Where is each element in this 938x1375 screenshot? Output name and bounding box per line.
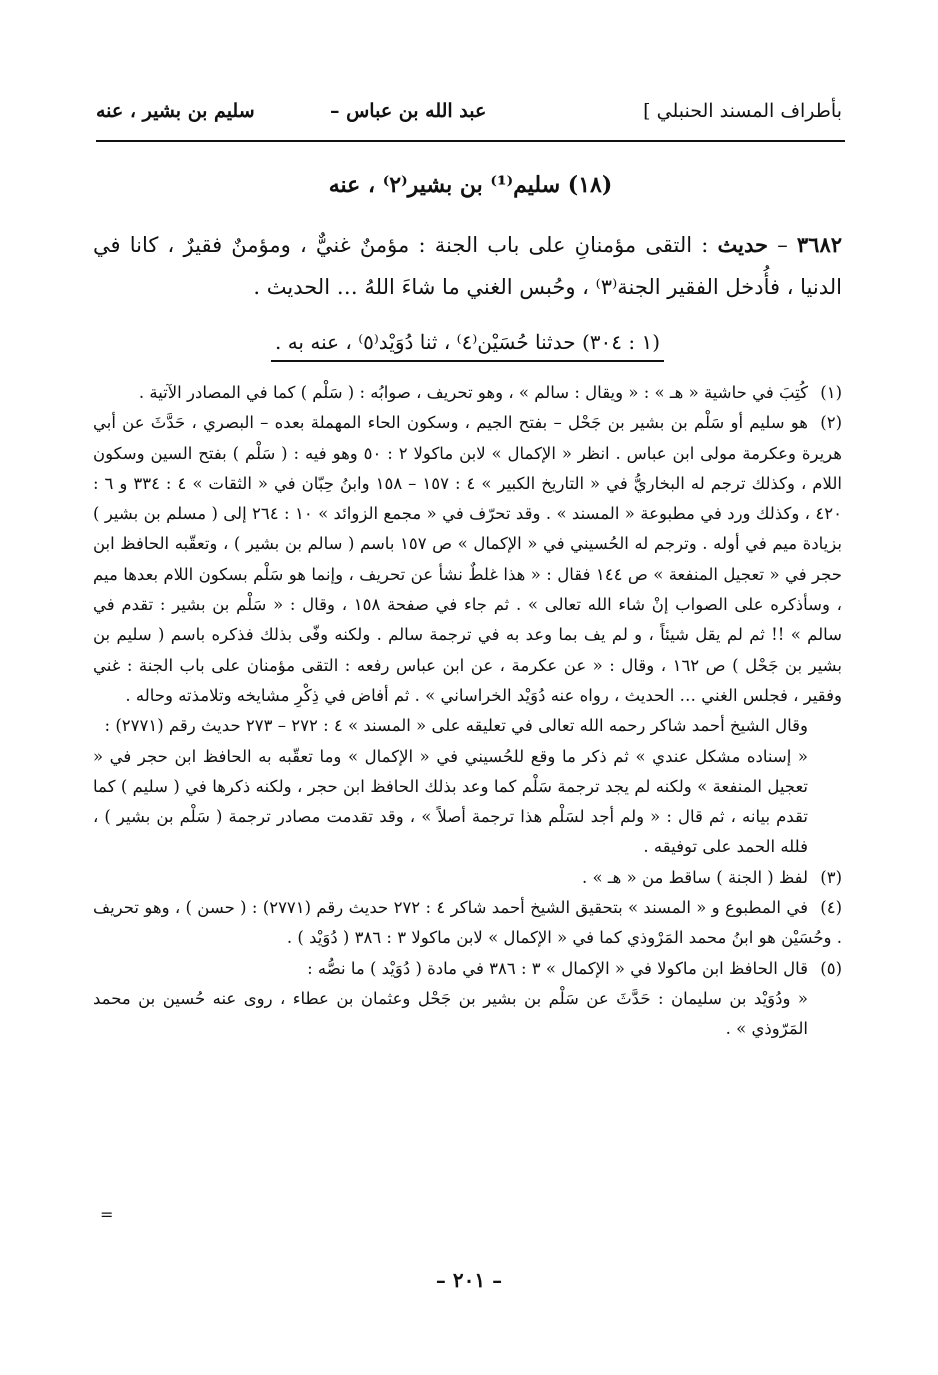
hadith-body: : التقى مؤمنانِ على باب الجنة : مؤمنٌ غنيٌّ ، ومؤمنٌ فقيرٌ ، كانا في الدنيا ، فأُدخل الفقير الجنة⁽٣⁾ ، وحُبس الغني ما شاءَ اللهُ … الحديث . — [93, 233, 842, 299]
footnote-text: في المطبوع و « المسند » بتحقيق الشيخ أحمد شاكر ٤ : ٢٧٢ حديث رقم (٢٧٧١) : ( حسن ) ، وهو تحريف . وحُسَيْن هو ابنُ محمد المَرْوذي كما في « الإكمال » لابن ماكولا ٣ : ٣٨٦ ( دُوَيْد ) . — [93, 898, 842, 948]
hadith-text — [93, 224, 842, 308]
footnote-4 — [93, 893, 842, 954]
section-title: (١٨) سليم⁽¹⁾ بن بشير⁽٢⁾ ، عنه — [328, 172, 613, 198]
footnote-5-quote: « ودُوَيْد بن سليمان : حَدَّثَ عن سَلْم بن بشير بن جَحْل وعثمان بن عطاء ، روى عنه حُسين بن محمد المَرّوذي » . — [93, 988, 808, 1039]
continuation-mark: = — [100, 1205, 114, 1224]
footnote-number: (٢) — [820, 413, 842, 433]
footnote-number: (٥) — [820, 958, 842, 978]
footnote-5 — [93, 954, 842, 984]
header-rule — [96, 140, 845, 142]
running-header-chapter: عبد الله بن عباس – — [330, 100, 487, 122]
footnotes — [93, 378, 842, 1045]
footnote-2-quote: « إسناده مشكل عندي » ثم ذكر ما وقع للحُسيني في « الإكمال » وما تعقّبه به الحافظ ابن حجر في « تعجيل المنفعة » ولكنه لم يجد ترجمة سَلْم كما وعد بذلك الحافظ ابن حجر ، ولكنه ذكرها في ( سليم ) كما تقدم بيانه ، ثم قال : « ولم أجد لسَلْم هذا ترجمة أصلاً » ، وقد تقدمت مصادر ترجمة ( سَلْم بن بشير ) ، فلله الحمد على توفيقه . — [93, 746, 808, 857]
footnote-text: كُتِبَ في حاشية « هـ » : « ويقال : سالم » ، وهو تحريف ، صوابُه : ( سَلْم ) كما في المصادر الآتية . — [138, 383, 808, 402]
hadith-dash: – — [768, 233, 797, 257]
footnote-number: (٤) — [820, 898, 842, 918]
footnote-1 — [93, 378, 842, 408]
footnote-text: هو سليم أو سَلْم بن بشير بن جَحْل – بفتح الجيم ، وسكون الحاء المهملة بعده – البصري ، حَدَّثَ عن أبي هريرة وعكرمة مولى ابن عباس . انظر « الإكمال » لابن ماكولا ٢ : ٥٠ وهو فيه : ( سَلْم ) بفتح السين وسكون اللام ، وكذلك ترجم له البخاريُّ في « التاريخ الكبير » ٤ : ١٥٧ – ١٥٨ وابنُ حِبّان في « الثقات » ٤ : ٣٣٤ و ٦ : ٤٢٠ ، وكذلك ورد في مطبوعة « المسند » . وقد تحرّف في « مجمع الزوائد » ١٠ : ٢٦٤ إلى ( مسلم بن بشير ) بزيادة ميم في أوله . وترجم له الحُسيني في « الإكمال » ص ١٥٧ باسم ( سالم بن بشير ) ، وتعقّبه الحافظ ابن حجر في « تعجيل المنفعة » ص ١٤٤ فقال : « هذا غلطٌ نشأ عن تحريف ، وإنما هو سَلْم بسكون اللام بعدها ميم ، وسأذكره على الصواب إنْ شاء الله تعالى » . ثم جاء في صفحة ١٥٨ ، وقال : « سَلْم بن بشير : تقدم في سالم » !! ثم لم يقل شيئاً ، و لم يف بما وعد به في ترجمة سالم . ولكنه وفّى بذلك فذكره باسم ( سليم بن بشير بن جَحْل ) ص ١٦٢ ، وقال : « عن عكرمة ، عن ابن عباس رفعه : التقى مؤمنان على باب الجنة : غني وفقير ، فجلس الغني … الحديث ، رواه عنه دُوَيْد الخراساني » . ثم أفاض في ذِكْرِ مشايخه وتلامذته وحاله . — [93, 413, 842, 705]
hadith-number: ٣٦٨٢ — [796, 232, 843, 257]
footnote-number: (٣) — [820, 867, 842, 887]
footnote-number: (١) — [820, 383, 842, 402]
footnote-text: لفظ ( الجنة ) ساقط من « هـ » . — [582, 867, 808, 887]
isnad-text: (١ : ٣٠٤) حدثنا حُسَيْن⁽٤⁾ ، ثنا دُوَيْد⁽٥⁾ ، عنه به . — [271, 330, 664, 362]
footnote-text: قال الحافظ ابن ماكولا في « الإكمال » ٣ : ٣٨٦ في مادة ( دُوَيْد ) ما نصُّه : — [307, 958, 808, 978]
footnote-2-paragraph: وقال الشيخ أحمد شاكر رحمه الله تعالى في تعليقه على « المسند » ٤ : ٢٧٢ – ٢٧٣ حديث رقم (٢٧٧١) : — [104, 716, 808, 736]
page-number: – ٢٠١ – — [435, 1268, 503, 1292]
footnote-3 — [93, 863, 842, 893]
isnad-line — [93, 330, 842, 354]
hadith-keyword: حديث — [717, 232, 768, 257]
running-header-subchapter: سليم بن بشير ، عنه — [96, 100, 255, 122]
footnote-2 — [93, 408, 842, 711]
running-header-book-title: بأطراف المسند الحنبلي ] — [643, 100, 842, 122]
